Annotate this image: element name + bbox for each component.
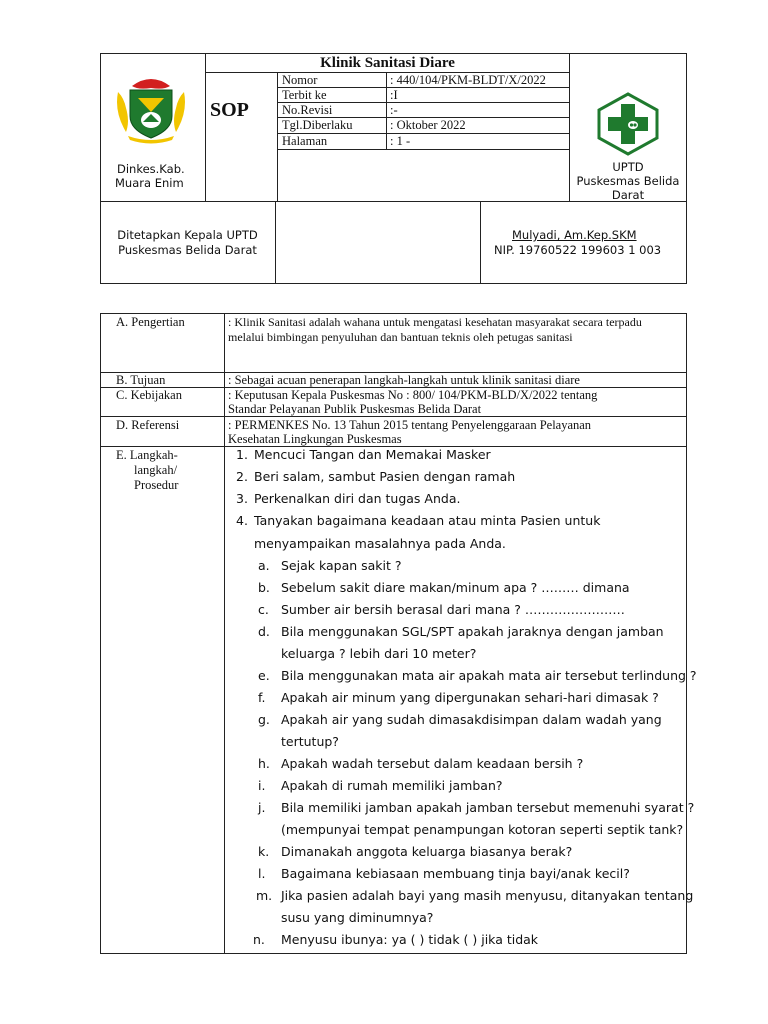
- meta-value: : 440/104/PKM-BLDT/X/2022: [390, 73, 546, 87]
- step-number: 3.: [236, 491, 248, 506]
- section-text-kebijakan-2: Standar Pelayanan Publik Puskesmas Belida Darat: [228, 402, 482, 416]
- meta-label: Halaman: [282, 134, 328, 148]
- approval-line2: Puskesmas Belida Darat: [118, 243, 257, 257]
- left-org-line1: Dinkes.Kab.: [117, 162, 185, 176]
- sub-letter: d.: [258, 624, 270, 639]
- sub-text-continued: keluarga ? lebih dari 10 meter?: [281, 646, 477, 661]
- step-text: Tanyakan bagaimana keadaan atau minta Pasien untuk: [254, 513, 601, 528]
- sub-letter: k.: [258, 844, 270, 859]
- sub-letter: j.: [258, 800, 266, 815]
- meta-value: :I: [390, 88, 398, 102]
- sub-text: Dimanakah anggota keluarga biasanya berak?: [281, 844, 573, 859]
- section-text-referensi-1: : PERMENKES No. 13 Tahun 2015 tentang Penyelenggaraan Pelayanan: [228, 418, 592, 432]
- section-label-langkah-3: Prosedur: [134, 478, 179, 492]
- sub-letter: i.: [258, 778, 266, 793]
- section-label-tujuan: B. Tujuan: [116, 373, 166, 387]
- sub-letter: f.: [258, 690, 266, 705]
- sub-letter: l.: [258, 866, 266, 881]
- sub-text-continued: susu yang diminumnya?: [281, 910, 434, 925]
- step-text: Mencuci Tangan dan Memakai Masker: [254, 447, 491, 462]
- sub-text: Bagaimana kebiasaan membuang tinja bayi/anak kecil?: [281, 866, 630, 881]
- signer-name: Mulyadi, Am.Kep.SKM: [512, 228, 637, 242]
- sub-text: Sejak kapan sakit ?: [281, 558, 402, 573]
- sub-text: Apakah wadah tersebut dalam keadaan bersih ?: [281, 756, 584, 771]
- section-label-langkah-2: langkah/: [134, 463, 178, 477]
- meta-label: No.Revisi: [282, 103, 333, 117]
- section-text-pengertian: : Klinik Sanitasi adalah wahana untuk mengatasi kesehatan masyarakat secara terpadu melalui bimbingan penyuluhan dan bantuan teknis oleh petugas sanitasi: [228, 315, 642, 344]
- sub-text-continued: tertutup?: [281, 734, 339, 749]
- section-label-referensi: D. Referensi: [116, 418, 180, 432]
- section-text-kebijakan-1: : Keputusan Kepala Puskesmas No : 800/ 104/PKM-BLD/X/2022 tentang: [228, 388, 598, 402]
- sub-text: Bila menggunakan SGL/SPT apakah jaraknya dengan jamban: [281, 624, 664, 639]
- health-cross-icon: [595, 92, 661, 156]
- puskesmas-logo: [595, 92, 661, 156]
- sub-text: Bila menggunakan mata air apakah mata air tersebut terlindung ?: [281, 668, 697, 683]
- sub-letter: a.: [258, 558, 270, 573]
- sub-text: Jika pasien adalah bayi yang masih menyusu, ditanyakan tentang: [281, 888, 694, 903]
- step-number: 1.: [236, 447, 248, 462]
- signer-nip: NIP. 19760522 199603 1 003: [494, 243, 662, 257]
- left-org-line2: Muara Enim: [115, 176, 184, 190]
- meta-label: Tgl.Diberlaku: [282, 118, 353, 132]
- sub-text: Apakah air yang sudah dimasakdisimpan dalam wadah yang: [281, 712, 662, 727]
- step-text-continued: menyampaikan masalahnya pada Anda.: [254, 536, 506, 551]
- section-text-tujuan: : Sebagai acuan penerapan langkah-langkah untuk klinik sanitasi diare: [228, 373, 580, 387]
- section-text-referensi-2: Kesehatan Lingkungan Puskesmas: [228, 432, 402, 446]
- regency-logo: [112, 72, 190, 144]
- sub-text: Sumber air bersih berasal dari mana ? ……………………: [281, 602, 625, 617]
- sub-letter: e.: [258, 668, 270, 683]
- sub-text-continued: (mempunyai tempat penampungan kotoran seperti septik tank?: [281, 822, 684, 837]
- section-label-pengertian: A. Pengertian: [116, 315, 185, 329]
- section-label-langkah-1: E. Langkah-: [116, 448, 178, 462]
- sub-letter: m.: [256, 888, 273, 903]
- section-label-kebijakan: C. Kebijakan: [116, 388, 182, 402]
- sub-letter: c.: [258, 602, 269, 617]
- sub-letter: n.: [253, 932, 265, 947]
- sub-letter: b.: [258, 580, 270, 595]
- step-number: 4.: [236, 513, 248, 528]
- sub-text: Bila memiliki jamban apakah jamban tersebut memenuhi syarat ?: [281, 800, 695, 815]
- sub-letter: h.: [258, 756, 270, 771]
- meta-label: Terbit ke: [282, 88, 327, 102]
- step-number: 2.: [236, 469, 248, 484]
- approval-line1: Ditetapkan Kepala UPTD: [117, 228, 258, 242]
- meta-label: Nomor: [282, 73, 318, 87]
- sub-text: Menyusu ibunya: ya ( ) tidak ( ) jika tidak: [281, 932, 539, 947]
- right-org-line3: Darat: [611, 188, 645, 202]
- document-title: Klinik Sanitasi Diare: [320, 55, 455, 71]
- sub-text: Apakah di rumah memiliki jamban?: [281, 778, 503, 793]
- sub-text: Apakah air minum yang dipergunakan sehari-hari dimasak ?: [281, 690, 659, 705]
- right-org-line1: UPTD: [612, 160, 644, 174]
- step-text: Beri salam, sambut Pasien dengan ramah: [254, 469, 516, 484]
- sub-text: Sebelum sakit diare makan/minum apa ? ……… dimana: [281, 580, 630, 595]
- regency-crest-icon: [112, 72, 190, 144]
- meta-value: : 1 -: [390, 134, 411, 148]
- sop-label: SOP: [210, 99, 249, 121]
- sub-letter: g.: [258, 712, 270, 727]
- right-org-line2: Puskesmas Belida: [576, 174, 680, 188]
- meta-value: :-: [390, 103, 398, 117]
- step-text: Perkenalkan diri dan tugas Anda.: [254, 491, 461, 506]
- meta-value: : Oktober 2022: [390, 118, 466, 132]
